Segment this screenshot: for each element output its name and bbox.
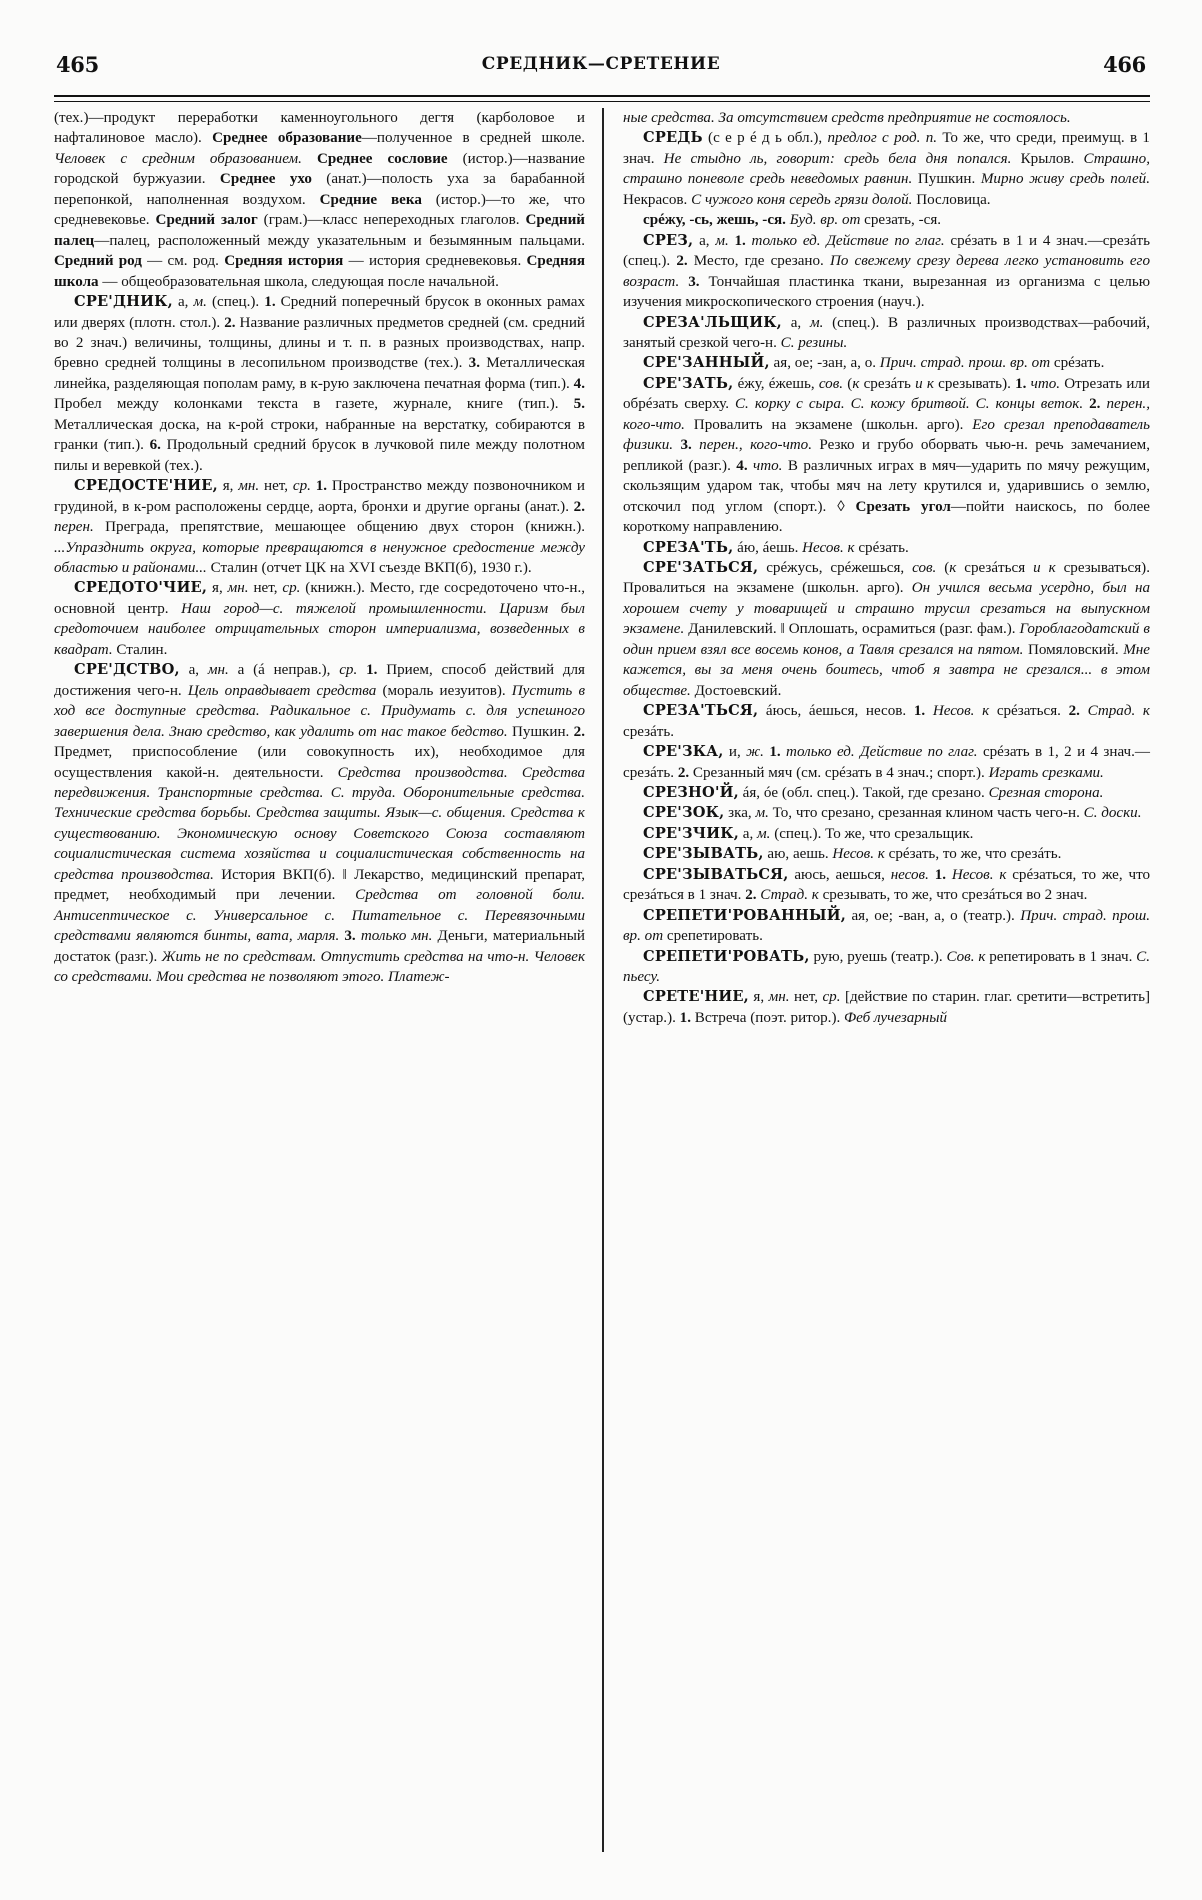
dictionary-entry: СРЕ'ЗАННЫЙ, ая, ое; -зан, а, о. Прич. страд. прош. вр. от срéзать. [643, 354, 1105, 372]
running-head [56, 52, 1146, 86]
dictionary-entry: СРЕ'ДСТВО, а, мн. а (á неправ.), ср. 1. Прием, способ действий для достижения чего-н. Цель оправдывает средства (мораль иезуитов). Пустить в ход все доступные средства. Радикальное с. Придумать с. для успешного завершения дела. Знаю средство, как удалить от нас такое бедство. Пушкин. 2. Предмет, приспособление (или совокупность их), необходимое для осуществления какой-н. деятельности. Средства производства. Средства передвижения. Транспортные средства. С. труда. Оборонительные средства. Технические средства борьбы. Средства защиты. Язык—с. общения. Средства к существованию. Экономическую основу Советского Союза составляют социалистическая система хозяйства и социалистическая собственность на средства производства. История ВКП(б). ‖ Лекарство, медицинский препарат, предмет, необходимый при лечении. Средства от головной боли. Антисептическое с. Универсальное с. Питательное с. Перевязочными средствами являются бинты, вата, марля. 3. только мн. Деньги, материальный достаток (разг.). Жить не по средствам. Отпустить средства на что-н. Человек со средствами. Мои средства не позволяют этого. Платеж- [54, 661, 585, 986]
dictionary-entry: СРЕ'ЗЫВАТЬСЯ, аюсь, аешься, несов. 1. Несов. к срéзаться, то же, что срезáться в 1 знач. 2. Страд. к срезывать, то же, что срезáться во 2 знач. [623, 865, 1151, 904]
dictionary-entry: СРЕ'ЗАТЬСЯ, срéжусь, срéжешься, сов. (к срезáться и к срезываться). Провалиться на экзамене (школьн. арго). Он учился весьма усердно, был на хорошем счету у товарищей и страшно трусил срезаться на выпускном экзамене. Данилевский. ‖ Оплошать, осрамиться (разг. фам.). Гороблагодатский в один прием взял все восемь конов, а Тавля срезался на пятом. Помяловский. Мне кажется, вы за меня очень боитесь, чтоб я завтра не срезался... в этом обществе. Достоевский. [623, 558, 1150, 699]
dictionary-entry: СРЕДЬ (с е р é д ь обл.), предлог с род. п. То же, что среди, преимущ. в 1 знач. Не стыдно ль, говорит: средь бела дня попался. Крылов. Страшно, страшно поневоле средь неведомых равнин. Пушкин. Мирно живу средь полей. Некрасов. С чужого коня середь грязи долой. Пословица. [623, 129, 1150, 208]
column-right [602, 108, 1150, 1852]
dictionary-entry: СРЕ'ЗКА, и, ж. 1. только ед. Действие по глаг. срéзать в 1, 2 и 4 знач.—срезáть. 2. Срезанный мяч (см. срéзать в 4 знач.; спорт.). Играть срезками. [623, 743, 1151, 781]
dictionary-entry: СРЕЗА'ТЬ, áю, áешь. Несов. к срéзать. [643, 538, 909, 556]
dictionary-entry: СРЕ'ЗОК, зка, м. То, что срезано, срезанная клином часть чего-н. С. доски. [643, 804, 1142, 822]
page-number-right: 466 [1103, 52, 1146, 77]
dictionary-entry: СРЕЗ, а, м. 1. только ед. Действие по глаг. срéзать в 1 и 4 знач.—срезáть (спец.). 2. Место, где срезано. По свежему срезу дерева легко установить его возраст. 3. Тончайшая пластинка ткани, вырезанная из организма с целью изучения микроскопического строения (науч.). [623, 231, 1150, 311]
dictionary-entry: СРЕЗА'ЛЬЩИК, а, м. (спец.). В различных производствах—рабочий, занятый срезкой чего-н. С. резины. [623, 313, 1150, 351]
dictionary-entry: СРЕТЕ'НИЕ, я, мн. нет, ср. [действие по старин. глаг. сретити—встретить] (устар.). 1. Встреча (поэт. ритор.). Феб лучезарный [623, 988, 1151, 1026]
body-columns [54, 108, 1150, 1852]
dictionary-entry: СРЕДОТО'ЧИЕ, я, мн. нет, ср. (книжн.). Место, где сосредоточено что-н., основной центр. Наш город—с. тяжелой промышленности. Царизм был средоточием наиболее отрицательных сторон империализма, возведенных в квадрат. Сталин. [54, 579, 586, 658]
dictionary-entry: СРЕ'ЗАТЬ, éжу, éжешь, сов. (к срезáть и к срезывать). 1. что. Отрезать или обрéзать сверху. С. корку с сыра. С. кожу бритвой. С. концы веток. 2. перен., кого-что. Провалить на экзамене (школьн. арго). Его срезал преподаватель физики. 3. перен., кого-что. Резко и грубо оборвать чью-н. речь замечанием, репликой (разг.). 4. что. В различных играх в мяч—ударить по мячу режущим, скользящим ударом так, чтобы мяч на лету крутился и, ударившись о землю, отскочил под углом (спорт.). ◊ Срезать угол—пойти наискось, по более короткому направлению. [623, 374, 1151, 536]
page-number-left: 465 [56, 52, 99, 77]
column-left [54, 108, 602, 1852]
dictionary-entry: СРЕЗНО'Й, áя, óе (обл. спец.). Такой, где срезано. Срезная сторона. [643, 783, 1104, 801]
entry-continuation: (тех.)—продукт переработки каменноугольного дегтя (карболовое и нафталиновое масло). Среднее образование—полученное в средней школе. Человек с средним образованием. Среднее сословие (истор.)—название городской буржуазии. Среднее ухо (анат.)—полость уха за барабанной перепонкой, наполненная воздухом. Средние века (истор.)—то же, что средневековье. Средний залог (грам.)—класс непереходных глаголов. Средний палец—палец, расположенный между указательным и безымянным пальцами. Средний род — см. род. Средняя история — история средневековья. Средняя школа — общеобразовательная школа, следующая после начальной. [54, 110, 585, 290]
dictionary-entry: СРЕПЕТИ'РОВАТЬ, рую, руешь (театр.). Сов. к репетировать в 1 знач. С. пьесу. [623, 947, 1150, 986]
running-head-title: СРЕДНИК—СРЕТЕНИЕ [481, 54, 721, 74]
dictionary-entry: СРЕДОСТЕ'НИЕ, я, мн. нет, ср. 1. Пространство между позвоночником и грудиной, в к-ром расположены сердце, аорта, бронхи и другие органы (анат.). 2. перен. Преграда, препятствие, мешающее общению двух сторон (книжн.). ...Упразднить округа, которые превращаются в ненужное средостение между областью и районами... Сталин (отчет ЦК на XVI съезде ВКП(б), 1930 г.). [54, 477, 585, 576]
dictionary-entry: СРЕПЕТИ'РОВАННЫЙ, ая, ое; -ван, а, о (театр.). Прич. страд. прош. вр. от срепетировать. [623, 906, 1150, 945]
dictionary-entry: СРЕЗА'ТЬСЯ, áюсь, áешься, несов. 1. Несов. к срéзаться. 2. Страд. к срезáть. [623, 702, 1150, 740]
header-rule [54, 95, 1150, 102]
dictionary-entry: срéжу, -сь, жешь, -ся. Буд. вр. от срезать, -ся. [643, 212, 942, 229]
dictionary-entry: СРЕ'ЗЫВАТЬ, аю, аешь. Несов. к срéзать, то же, что срезáть. [643, 845, 1062, 863]
dictionary-entry: СРЕ'ЗЧИК, а, м. (спец.). То же, что срезальщик. [643, 824, 974, 842]
entry-continuation: ные средства. За отсутствием средств предприятие не состоялось. [623, 110, 1071, 126]
dictionary-entry: СРЕ'ДНИК, а, м. (спец.). 1. Средний поперечный брусок в оконных рамах или дверях (плотн. стол.). 2. Название различных предметов средней (см. средний во 2 знач.) величины, толщины, длины и т. п. в разных производствах, напр. бревно средней толщины в лесопильном производстве (тех.). 3. Металлическая линейка, разделяющая пополам раму, в к-рую заключена печатная форма (тип.). 4. Пробел между колонками текста в газете, журнале, книге (тип.). 5. Металлическая доска, на к-рой строки, набранные на верстатку, собираются в гранки (тип.). 6. Продольный средний брусок в лучковой пиле между полотном пилы и веревкой (тех.). [54, 293, 586, 474]
